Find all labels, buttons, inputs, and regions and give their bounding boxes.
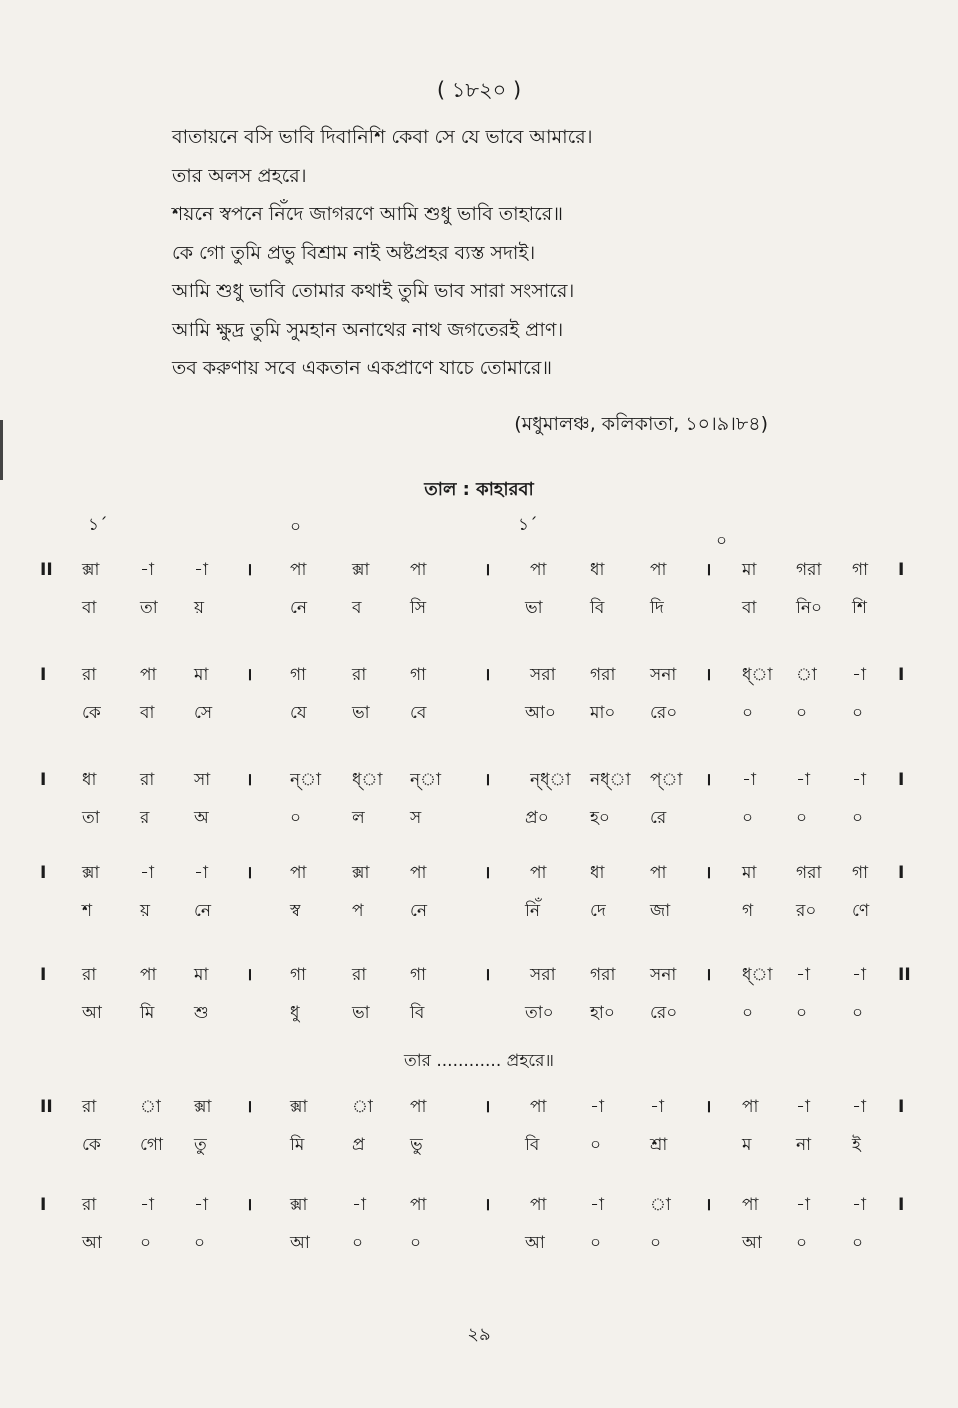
bar-line: । bbox=[705, 560, 712, 580]
notation-stanza bbox=[0, 660, 958, 738]
bar-line: I bbox=[898, 665, 905, 685]
syllable: শু bbox=[194, 1003, 209, 1023]
lyrics-block bbox=[172, 118, 772, 388]
syllable: আ bbox=[82, 1003, 102, 1023]
syllables-row bbox=[0, 698, 958, 728]
note: সনা bbox=[650, 665, 677, 685]
syllable: শ্রা bbox=[650, 1135, 668, 1155]
syllables-row bbox=[0, 1130, 958, 1160]
lyric-line: আমি ক্ষুদ্র তুমি সুমহান অনাথের নাথ জগতেরই প্রাণ। bbox=[172, 318, 564, 341]
syllable: য় bbox=[194, 598, 205, 618]
note: পা bbox=[290, 863, 307, 883]
syllable: অ bbox=[194, 808, 209, 828]
bar-line: । bbox=[705, 665, 712, 685]
lyric-line: আমি শুধু ভাবি তোমার কথাই তুমি ভাব সারা সংসারে। bbox=[172, 280, 575, 302]
beat-marks bbox=[0, 512, 958, 552]
note: গা bbox=[852, 560, 869, 580]
note: পা bbox=[140, 965, 157, 985]
syllable: ভা bbox=[352, 1003, 370, 1023]
syllable: আ bbox=[742, 1233, 762, 1253]
syllable: বি bbox=[525, 1135, 540, 1155]
syllable: বা bbox=[140, 703, 155, 723]
syllable: ০ bbox=[742, 703, 754, 723]
note: ক্সা bbox=[290, 1195, 308, 1215]
note: -া bbox=[852, 770, 866, 790]
notes-row bbox=[0, 1190, 958, 1220]
note: -া bbox=[590, 1097, 604, 1117]
note: পা bbox=[650, 560, 667, 580]
syllable: ০ bbox=[352, 1233, 364, 1253]
syllable: দি bbox=[650, 598, 664, 618]
note: -া bbox=[194, 863, 208, 883]
lyric-line: তব করুণায় সবে একতান একপ্রাণে যাচে তোমারে॥ bbox=[172, 357, 553, 379]
note: পা bbox=[410, 560, 427, 580]
syllable: জা bbox=[650, 901, 671, 921]
notes-row bbox=[0, 960, 958, 990]
bar-line: । bbox=[484, 863, 491, 883]
syllable: ০ bbox=[796, 1003, 808, 1023]
syllable: তা০ bbox=[525, 1003, 554, 1023]
syllable: তু bbox=[194, 1135, 207, 1155]
bar-line: I bbox=[898, 1195, 905, 1215]
syllable: আ bbox=[290, 1233, 310, 1253]
note: গরা bbox=[796, 560, 822, 580]
note: পা bbox=[410, 1195, 427, 1215]
note: রা bbox=[82, 965, 97, 985]
note: গা bbox=[410, 965, 427, 985]
note: ক্সা bbox=[194, 1097, 212, 1117]
note: -া bbox=[796, 1195, 810, 1215]
footer-page-number: ২৯ bbox=[467, 1324, 491, 1345]
bar-line: । bbox=[484, 965, 491, 985]
syllable: ভা bbox=[352, 703, 370, 723]
note: ক্সা bbox=[352, 560, 370, 580]
syllable: শি bbox=[852, 598, 867, 618]
note: -া bbox=[140, 1195, 154, 1215]
bar-line: । bbox=[484, 665, 491, 685]
syllable: ০ bbox=[796, 1233, 808, 1253]
beat-mark: ১´ bbox=[518, 515, 538, 535]
bar-line: II bbox=[40, 560, 53, 580]
syllable: গো bbox=[140, 1135, 163, 1155]
note: সনা bbox=[650, 965, 677, 985]
bar-line: । bbox=[705, 1195, 712, 1215]
note: ধা bbox=[590, 560, 605, 580]
bar-line: । bbox=[705, 1097, 712, 1117]
note: া bbox=[796, 665, 817, 685]
syllable: নে bbox=[194, 901, 212, 921]
syllable: রে০ bbox=[650, 1003, 678, 1023]
bar-line: I bbox=[898, 863, 905, 883]
syllables-row bbox=[0, 1228, 958, 1258]
syllable: ই bbox=[852, 1135, 861, 1155]
syllable: কে bbox=[82, 703, 101, 723]
note: পা bbox=[650, 863, 667, 883]
notation-stanza bbox=[0, 960, 958, 1038]
note: -া bbox=[852, 965, 866, 985]
syllables-row bbox=[0, 998, 958, 1028]
note: -া bbox=[852, 665, 866, 685]
syllable: ০ bbox=[194, 1233, 206, 1253]
syllable: প্র bbox=[352, 1135, 365, 1155]
syllable: তা bbox=[140, 598, 158, 618]
note: ধা bbox=[590, 863, 605, 883]
note: রা bbox=[352, 965, 367, 985]
syllable: ০ bbox=[852, 808, 864, 828]
syllable: নি০ bbox=[796, 598, 823, 618]
syllable: রে bbox=[650, 808, 667, 828]
note: রা bbox=[82, 1097, 97, 1117]
note: ক্সা bbox=[82, 560, 100, 580]
syllable: নে bbox=[290, 598, 308, 618]
syllable: ল bbox=[352, 808, 365, 828]
syllable: ০ bbox=[852, 1233, 864, 1253]
syllable: ণে bbox=[852, 901, 870, 921]
notation-stanza bbox=[0, 1190, 958, 1268]
bar-line: । bbox=[246, 770, 253, 790]
note: সরা bbox=[530, 665, 556, 685]
bar-line: । bbox=[246, 665, 253, 685]
note: মা bbox=[194, 965, 209, 985]
syllable: নিঁ bbox=[525, 901, 541, 921]
notes-row bbox=[0, 660, 958, 690]
syllable: মি bbox=[290, 1135, 305, 1155]
note: -া bbox=[140, 863, 154, 883]
syllable: যে bbox=[290, 703, 307, 723]
syllable: প bbox=[352, 901, 364, 921]
note: ন্া bbox=[410, 770, 441, 790]
beat-mark: ১´ bbox=[88, 515, 108, 535]
syllable: ০ bbox=[140, 1233, 152, 1253]
note: মা bbox=[742, 560, 757, 580]
refrain-line: তার ............ প্রহরে॥ bbox=[403, 1051, 555, 1071]
note: প্া bbox=[650, 770, 683, 790]
source-citation: (মধুমালঞ্চ, কলিকাতা, ১০।৯।৮৪) bbox=[514, 413, 768, 435]
note: পা bbox=[530, 863, 547, 883]
note: -া bbox=[140, 560, 154, 580]
note: গা bbox=[290, 665, 307, 685]
syllable: ০ bbox=[742, 1003, 754, 1023]
page-number: ( ১৮২০ ) bbox=[436, 78, 522, 102]
syllable: না bbox=[796, 1135, 812, 1155]
note: নধ্া bbox=[590, 770, 631, 790]
syllable: আ০ bbox=[525, 703, 556, 723]
syllable: আ bbox=[82, 1233, 102, 1253]
bar-line: । bbox=[484, 1195, 491, 1215]
note: া bbox=[650, 1195, 671, 1215]
syllable: কে bbox=[82, 1135, 101, 1155]
note: পা bbox=[530, 560, 547, 580]
syllable: তা bbox=[82, 808, 100, 828]
syllable: ম bbox=[742, 1135, 752, 1155]
note: -া bbox=[852, 1097, 866, 1117]
note: রা bbox=[82, 1195, 97, 1215]
syllable: নে bbox=[410, 901, 428, 921]
lyric-line: বাতায়নে বসি ভাবি দিবানিশি কেবা সে যে ভাবে আমারে। bbox=[172, 126, 593, 148]
bar-line: II bbox=[898, 965, 911, 985]
bar-line: । bbox=[705, 965, 712, 985]
syllable: মা০ bbox=[590, 703, 616, 723]
note: গা bbox=[290, 965, 307, 985]
syllable: ০ bbox=[590, 1135, 602, 1155]
page-edge-mark bbox=[0, 420, 3, 480]
bar-line: I bbox=[40, 863, 47, 883]
note: ধা bbox=[82, 770, 97, 790]
note: পা bbox=[530, 1097, 547, 1117]
lyric-line: তার অলস প্রহরে। bbox=[172, 164, 307, 187]
note: পা bbox=[530, 1195, 547, 1215]
syllable: স bbox=[410, 808, 422, 828]
note: সা bbox=[194, 770, 211, 790]
syllable: য় bbox=[140, 901, 151, 921]
syllable: বা bbox=[742, 598, 757, 618]
bar-line: । bbox=[246, 560, 253, 580]
bar-line: I bbox=[40, 665, 47, 685]
syllable: বা bbox=[82, 598, 97, 618]
note: ধ্া bbox=[742, 965, 773, 985]
bar-line: I bbox=[40, 965, 47, 985]
bar-line: । bbox=[705, 863, 712, 883]
notation-stanza bbox=[0, 555, 958, 633]
syllable: গ bbox=[742, 901, 754, 921]
note: পা bbox=[742, 1097, 759, 1117]
note: ন্া bbox=[290, 770, 321, 790]
bar-line: I bbox=[40, 770, 47, 790]
bar-line: । bbox=[246, 1195, 253, 1215]
syllable: ধু bbox=[290, 1003, 300, 1023]
notes-row bbox=[0, 858, 958, 888]
syllable: আ bbox=[525, 1233, 545, 1253]
beat-mark: ০ bbox=[290, 517, 302, 537]
syllable: ০ bbox=[796, 703, 808, 723]
syllable: মি bbox=[140, 1003, 155, 1023]
note: ক্সা bbox=[82, 863, 100, 883]
syllable: ০ bbox=[290, 808, 302, 828]
lyric-line: কে গো তুমি প্রভু বিশ্রাম নাই অষ্টপ্রহর ব্যস্ত সদাই। bbox=[172, 241, 536, 264]
note: পা bbox=[742, 1195, 759, 1215]
note: রা bbox=[140, 770, 155, 790]
note: -া bbox=[650, 1097, 664, 1117]
note: পা bbox=[290, 560, 307, 580]
note: পা bbox=[140, 665, 157, 685]
beat-mark: ০ bbox=[716, 531, 728, 551]
syllable: হ০ bbox=[590, 808, 610, 828]
bar-line: II bbox=[40, 1097, 53, 1117]
bar-line: I bbox=[898, 770, 905, 790]
note: া bbox=[352, 1097, 373, 1117]
note: গরা bbox=[590, 965, 616, 985]
note: পা bbox=[410, 1097, 427, 1117]
notes-row bbox=[0, 1092, 958, 1122]
note: সরা bbox=[530, 965, 556, 985]
note: -া bbox=[796, 770, 810, 790]
notation-stanza bbox=[0, 1092, 958, 1170]
note: -া bbox=[796, 1097, 810, 1117]
syllable: ০ bbox=[852, 703, 864, 723]
note: -া bbox=[796, 965, 810, 985]
note: গরা bbox=[796, 863, 822, 883]
lyric-line: শয়নে স্বপনে নিঁদে জাগরণে আমি শুধু ভাবি তাহারে॥ bbox=[172, 203, 563, 225]
syllable: ব bbox=[352, 598, 362, 618]
notes-row bbox=[0, 765, 958, 795]
bar-line: । bbox=[484, 560, 491, 580]
note: মা bbox=[194, 665, 209, 685]
note: গা bbox=[852, 863, 869, 883]
bar-line: I bbox=[40, 1195, 47, 1215]
note: ন্ধ্া bbox=[530, 770, 571, 790]
syllables-row bbox=[0, 896, 958, 926]
syllables-row bbox=[0, 803, 958, 833]
note: ক্সা bbox=[290, 1097, 308, 1117]
bar-line: । bbox=[246, 863, 253, 883]
syllable: বে bbox=[410, 703, 427, 723]
syllable: বি bbox=[410, 1003, 425, 1023]
syllable: হা০ bbox=[590, 1003, 615, 1023]
syllable: ভু bbox=[410, 1135, 423, 1155]
bar-line: I bbox=[898, 1097, 905, 1117]
note: মা bbox=[742, 863, 757, 883]
syllable: স্ব bbox=[290, 901, 301, 921]
syllable: ০ bbox=[410, 1233, 422, 1253]
note: পা bbox=[410, 863, 427, 883]
note: ধ্া bbox=[352, 770, 383, 790]
tala-heading: তাল : কাহারবা bbox=[424, 479, 534, 500]
note: -া bbox=[742, 770, 756, 790]
note: -া bbox=[352, 1195, 366, 1215]
bar-line: । bbox=[246, 1097, 253, 1117]
syllable: র০ bbox=[796, 901, 817, 921]
bar-line: । bbox=[705, 770, 712, 790]
note: গা bbox=[410, 665, 427, 685]
note: -া bbox=[852, 1195, 866, 1215]
syllable: সে bbox=[194, 703, 213, 723]
syllable: শ bbox=[82, 901, 93, 921]
syllables-row bbox=[0, 593, 958, 623]
note: ক্সা bbox=[352, 863, 370, 883]
bar-line: । bbox=[246, 965, 253, 985]
note: -া bbox=[590, 1195, 604, 1215]
note: -া bbox=[194, 1195, 208, 1215]
note: -া bbox=[194, 560, 208, 580]
syllable: র bbox=[140, 808, 150, 828]
syllable: রে০ bbox=[650, 703, 678, 723]
syllable: ০ bbox=[852, 1003, 864, 1023]
note: া bbox=[140, 1097, 161, 1117]
syllable: ভা bbox=[525, 598, 543, 618]
syllable: ০ bbox=[742, 808, 754, 828]
syllable: দে bbox=[590, 901, 606, 921]
notation-stanza bbox=[0, 765, 958, 843]
syllable: প্র০ bbox=[525, 808, 549, 828]
syllable: বি bbox=[590, 598, 605, 618]
syllable: ০ bbox=[796, 808, 808, 828]
note: রা bbox=[82, 665, 97, 685]
notes-row bbox=[0, 555, 958, 585]
note: রা bbox=[352, 665, 367, 685]
syllable: ০ bbox=[590, 1233, 602, 1253]
note: ধ্া bbox=[742, 665, 773, 685]
note: গরা bbox=[590, 665, 616, 685]
bar-line: । bbox=[484, 770, 491, 790]
notation-stanza bbox=[0, 858, 958, 936]
syllable: ০ bbox=[650, 1233, 662, 1253]
bar-line: । bbox=[484, 1097, 491, 1117]
bar-line: I bbox=[898, 560, 905, 580]
syllable: সি bbox=[410, 598, 427, 618]
